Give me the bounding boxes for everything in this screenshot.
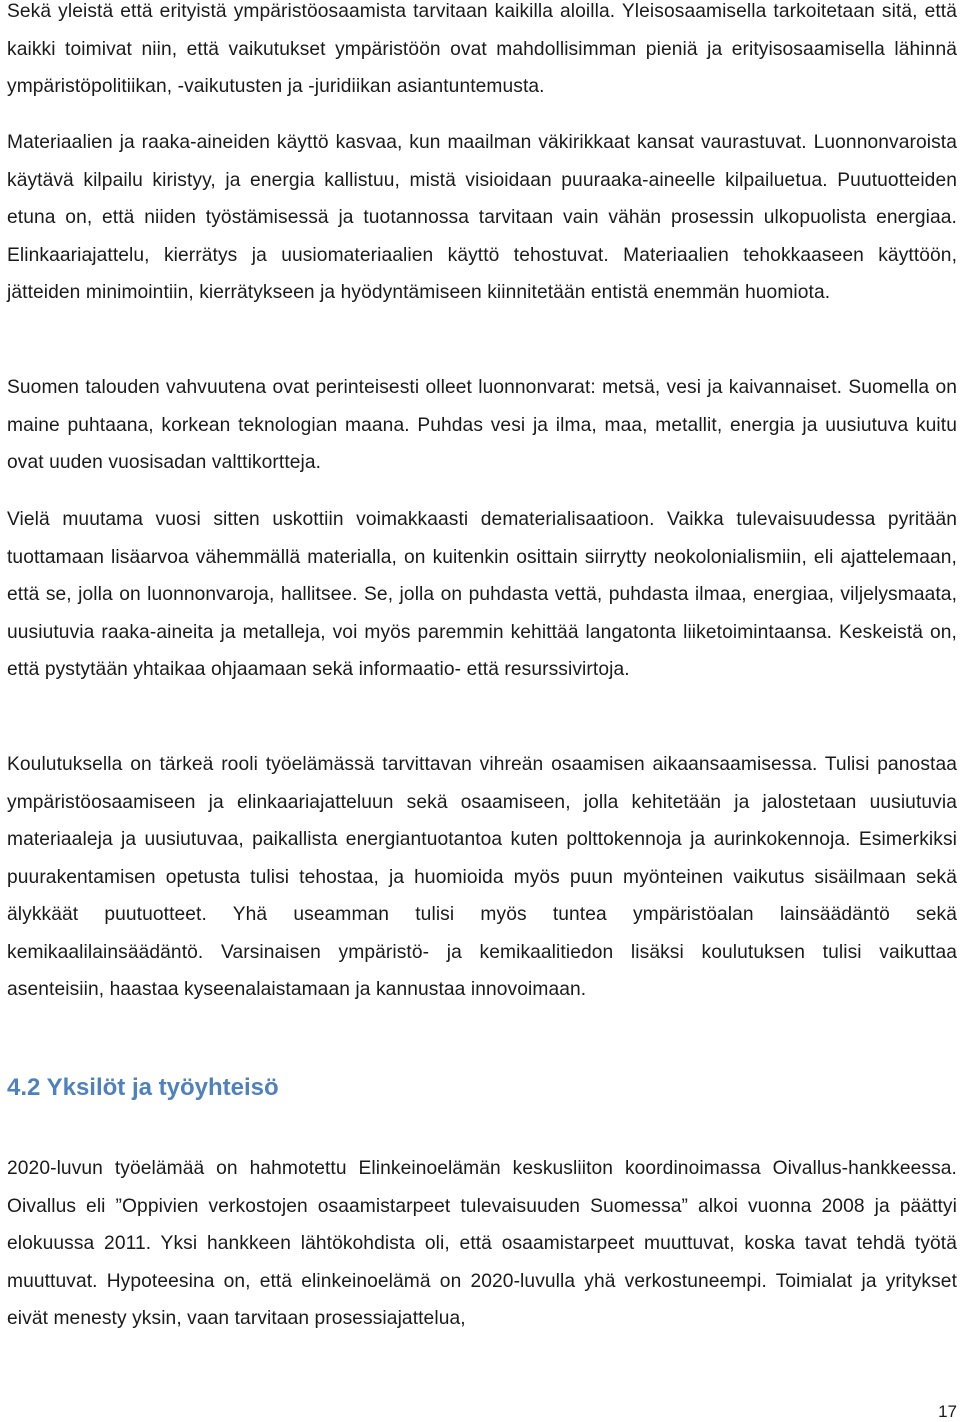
paragraph-environmental-skills: Sekä yleistä että erityistä ympäristöosaamista tarvitaan kaikilla aloilla. Yleisosaamisella tarkoitetaan sitä, että kaikki toimivat niin, että vaikutukset ympäristöön ovat mahdollisimman pieniä ja erityisosaamisella lähinnä ympäristöpolitiikan, -vaikutusten ja -juridiikan asiantuntemusta. [7, 1, 957, 97]
paragraph-dematerialisation: Vielä muutama vuosi sitten uskottiin voimakkaasti dematerialisaatioon. Vaikka tulevaisuudessa pyritään tuottamaan lisäarvoa vähemmällä materialla, on kuitenkin osittain siirrytty neokolonialismiin, eli ajattelemaan, että se, jolla on luonnonvaroja, hallitsee. Se, jolla on puhdasta vettä, puhdasta ilmaa, energiaa, viljelysmaata, uusiutuvia raaka-aineita ja metalleja, voi myös paremmin kehittää langatonta liiketoimintaansa. Keskeistä on, että pystytään yhtaikaa ohjaamaan sekä informaatio- että resurssivirtoja. [7, 509, 957, 680]
page-number: 17 [938, 1402, 957, 1421]
section-heading: 4.2 Yksilöt ja työyhteisö [7, 1074, 279, 1101]
paragraph-oivallus-project: 2020-luvun työelämää on hahmotettu Elinkeinoelämän keskusliiton koordinoimassa Oivallus-hankkeessa. Oivallus eli ”Oppivien verkostojen osaamistarpeet tulevaisuuden Suomessa” alkoi vuonna 2008 ja päättyi elokuussa 2011. Yksi hankkeen lähtökohdista oli, että osaamistarpeet muuttuvat, koska tavat tehdä työtä muuttuvat. Hypoteesina on, että elinkeinoelämä on 2020-luvulla yhä verkostuneempi. Toimialat ja yritykset eivät menesty yksin, vaan tarvitaan prosessiajattelua, [7, 1158, 957, 1329]
paragraph-education-role: Koulutuksella on tärkeä rooli työelämässä tarvittavan vihreän osaamisen aikaansaamisessa. Tulisi panostaa ympäristöosaamiseen ja elinkaariajatteluun sekä osaamiseen, jolla kehitetään ja jalostetaan uusiutuvia materiaaleja ja uusiutuvaa, paikallista energiantuotantoa kuten polttokennoja ja aurinkokennoja. Esimerkiksi puurakentamisen opetusta tulisi tehostaa, ja huomioida myös puun myönteinen vaikutus sisäilmaan sekä älykkäät puutuotteet. Yhä useamman tulisi myös tuntea ympäristöalan lainsäädäntö sekä kemikaalilainsäädäntö. Varsinaisen ympäristö- ja kemikaalitiedon lisäksi koulutuksen tulisi vaikuttaa asenteisiin, haastaa kyseenalaistamaan ja kannustaa innovoimaan. [7, 754, 957, 1000]
paragraph-finnish-economy: Suomen talouden vahvuutena ovat perinteisesti olleet luonnonvarat: metsä, vesi ja kaivannaiset. Suomella on maine puhtaana, korkean teknologian maana. Puhdas vesi ja ilma, maa, metallit, energia ja uusiutuva kuitu ovat uuden vuosisadan valttikortteja. [7, 377, 957, 473]
paragraph-materials-usage: Materiaalien ja raaka-aineiden käyttö kasvaa, kun maailman väkirikkaat kansat vaurastuvat. Luonnonvaroista käytävä kilpailu kiristyy, ja energia kallistuu, mistä visioidaan puuraaka-aineelle kilpailuetua. Puutuotteiden etuna on, että niiden työstämisessä ja tuotannossa tarvitaan vain vähän prosessin ulkopuolista energiaa. Elinkaariajattelu, kierrätys ja uusiomateriaalien käyttö tehostuvat. Materiaalien tehokkaaseen käyttöön, jätteiden minimointiin, kierrätykseen ja hyödyntämiseen kiinnitetään entistä enemmän huomiota. [7, 132, 957, 303]
